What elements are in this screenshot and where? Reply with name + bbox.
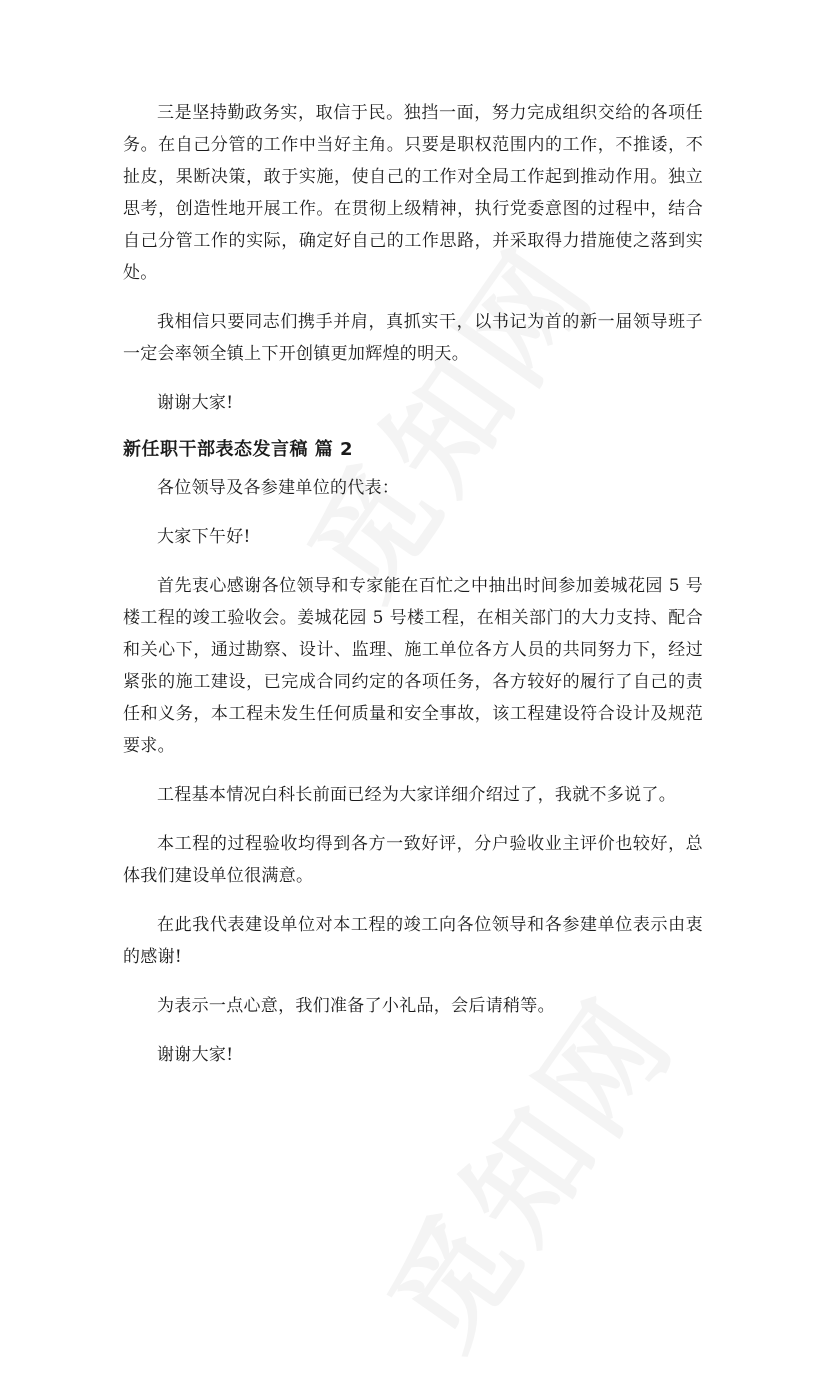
paragraph: 首先衷心感谢各位领导和专家能在百忙之中抽出时间参加姜城花园 5 号楼工程的竣工验收会。姜城花园 5 号楼工程，在相关部门的大力支持、配合和关心下，通过勘察、设计、监理、施工单位各方人员的共同努力下，经过紧张的施工建设，已完成合同约定的各项任务，各方较好的履行了自己的责任和义务，本工程未发生任何质量和安全事故，该工程建设符合设计及规范要求。	[123, 576, 703, 756]
paragraph: 为表示一点心意，我们准备了小礼品，会后请稍等。	[157, 996, 555, 1016]
paragraph: 各位领导及各参建单位的代表：	[157, 478, 400, 498]
paragraph: 三是坚持勤政务实，取信于民。独挡一面，努力完成组织交给的各项任务。在自己分管的工作中当好主角。只要是职权范围内的工作，不推诿，不扯皮，果断决策，敢于实施，使自己的工作对全局工作起到推动作用。独立思考，创造性地开展工作。在贯彻上级精神，执行党委意图的过程中，结合自己分管工作的实际，确定好自己的工作思路，并采取得力措施使之落到实处。	[123, 103, 703, 283]
paragraph: 我相信只要同志们携手并肩，真抓实干，以书记为首的新一届领导班子一定会率领全镇上下开创镇更加辉煌的明天。	[123, 312, 703, 364]
paragraph: 工程基本情况白科长前面已经为大家详细介绍过了，我就不多说了。	[157, 785, 676, 805]
paragraph: 谢谢大家!	[157, 393, 234, 413]
document-body	[123, 97, 703, 1088]
paragraph: 在此我代表建设单位对本工程的竣工向各位领导和各参建单位表示由衷的感谢!	[123, 915, 703, 967]
paragraph: 本工程的过程验收均得到各方一致好评，分户验收业主评价也较好，总体我们建设单位很满意。	[123, 834, 703, 886]
section-heading: 新任职干部表态发言稿 篇 2	[123, 439, 354, 460]
paragraph: 谢谢大家!	[157, 1045, 234, 1065]
paragraph: 大家下午好!	[157, 527, 251, 547]
